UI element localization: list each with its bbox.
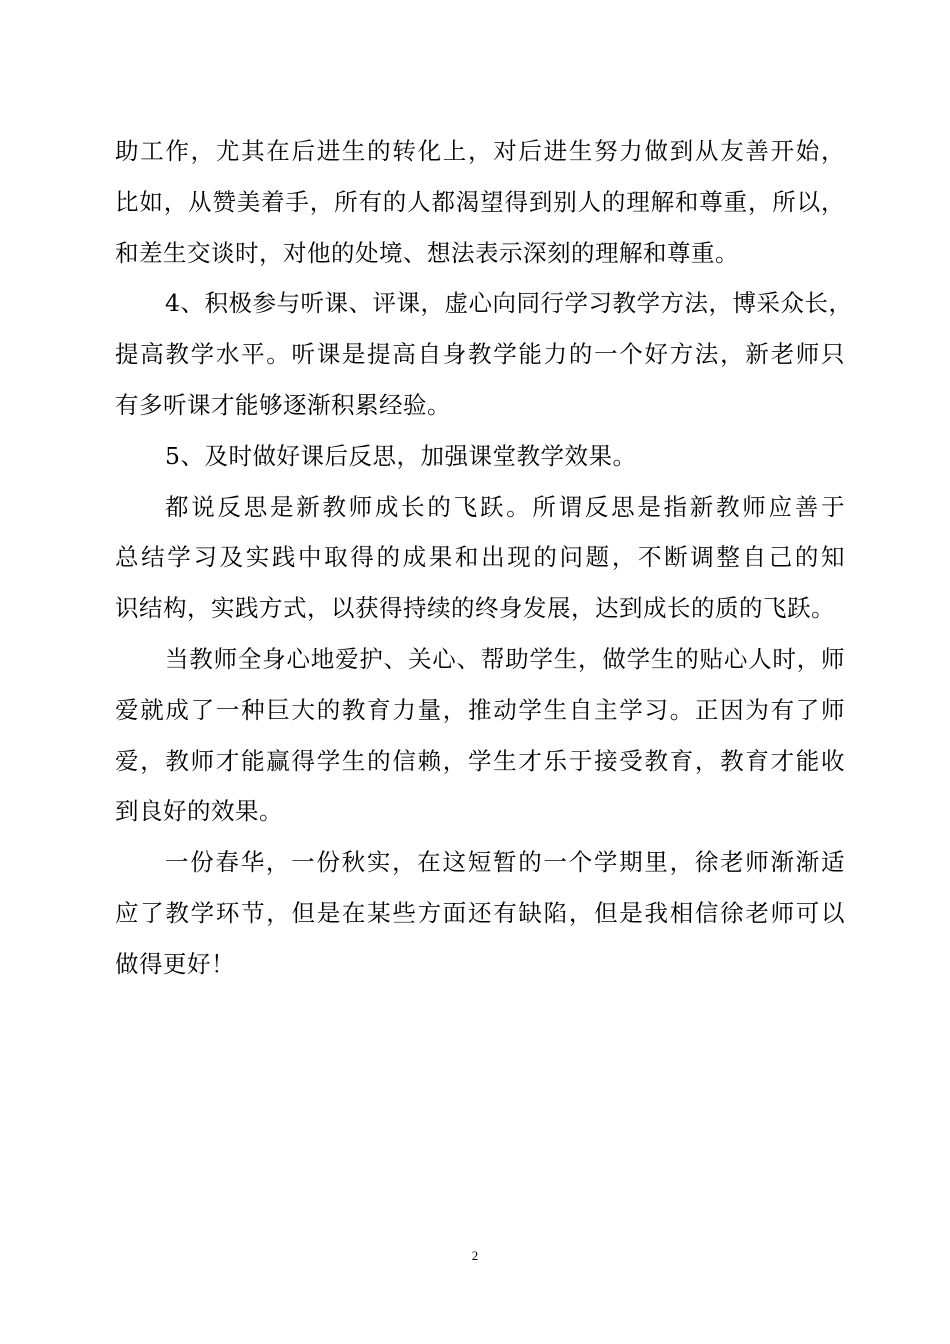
text-line: 做得更好！ [115, 949, 235, 978]
paragraph-1 [115, 126, 845, 278]
paragraph-2 [115, 278, 853, 430]
page-number: 2 [471, 1248, 479, 1263]
text-line: 应了教学环节，但是在某些方面还有缺陷，但是我相信徐老师可以 [115, 898, 845, 927]
text-line: 识结构，实践方式，以获得持续的终身发展，达到成长的质的飞跃。 [115, 594, 835, 623]
text-line: 都说反思是新教师成长的飞跃。所谓反思是指新教师应善于 [165, 492, 845, 521]
text-line: 比如，从赞美着手，所有的人都渴望得到别人的理解和尊重，所以， [115, 187, 845, 216]
paragraph-5 [115, 634, 845, 837]
paragraph-4 [115, 482, 845, 634]
text-line: 爱就成了一种巨大的教育力量，推动学生自主学习。正因为有了师 [115, 695, 845, 724]
text-line: 有多听课才能够逐渐积累经验。 [115, 390, 451, 419]
text-line: 到良好的效果。 [115, 797, 283, 826]
text-line: 提高教学水平。听课是提高自身教学能力的一个好方法，新老师只 [115, 340, 845, 369]
text-line: 助工作，尤其在后进生的转化上，对后进生努力做到从友善开始， [115, 137, 845, 165]
paragraph-6 [115, 837, 845, 989]
text-line: 和差生交谈时，对他的处境、想法表示深刻的理解和尊重。 [115, 238, 739, 267]
text-line: 一份春华，一份秋实，在这短暂的一个学期里，徐老师渐渐适 [165, 848, 845, 877]
text-line: 5、及时做好课后反思，加强课堂教学效果。 [165, 441, 637, 470]
text-line: 4、积极参与听课、评课，虚心向同行学习教学方法，博采众长， [165, 289, 853, 318]
paragraph-3 [115, 431, 845, 482]
text-line: 爱，教师才能赢得学生的信赖，学生才乐于接受教育，教育才能收 [115, 746, 845, 775]
text-line: 当教师全身心地爱护、关心、帮助学生，做学生的贴心人时，师 [165, 644, 845, 673]
body-text [115, 126, 853, 990]
text-line: 总结学习及实践中取得的成果和出现的问题，不断调整自己的知 [115, 543, 845, 572]
